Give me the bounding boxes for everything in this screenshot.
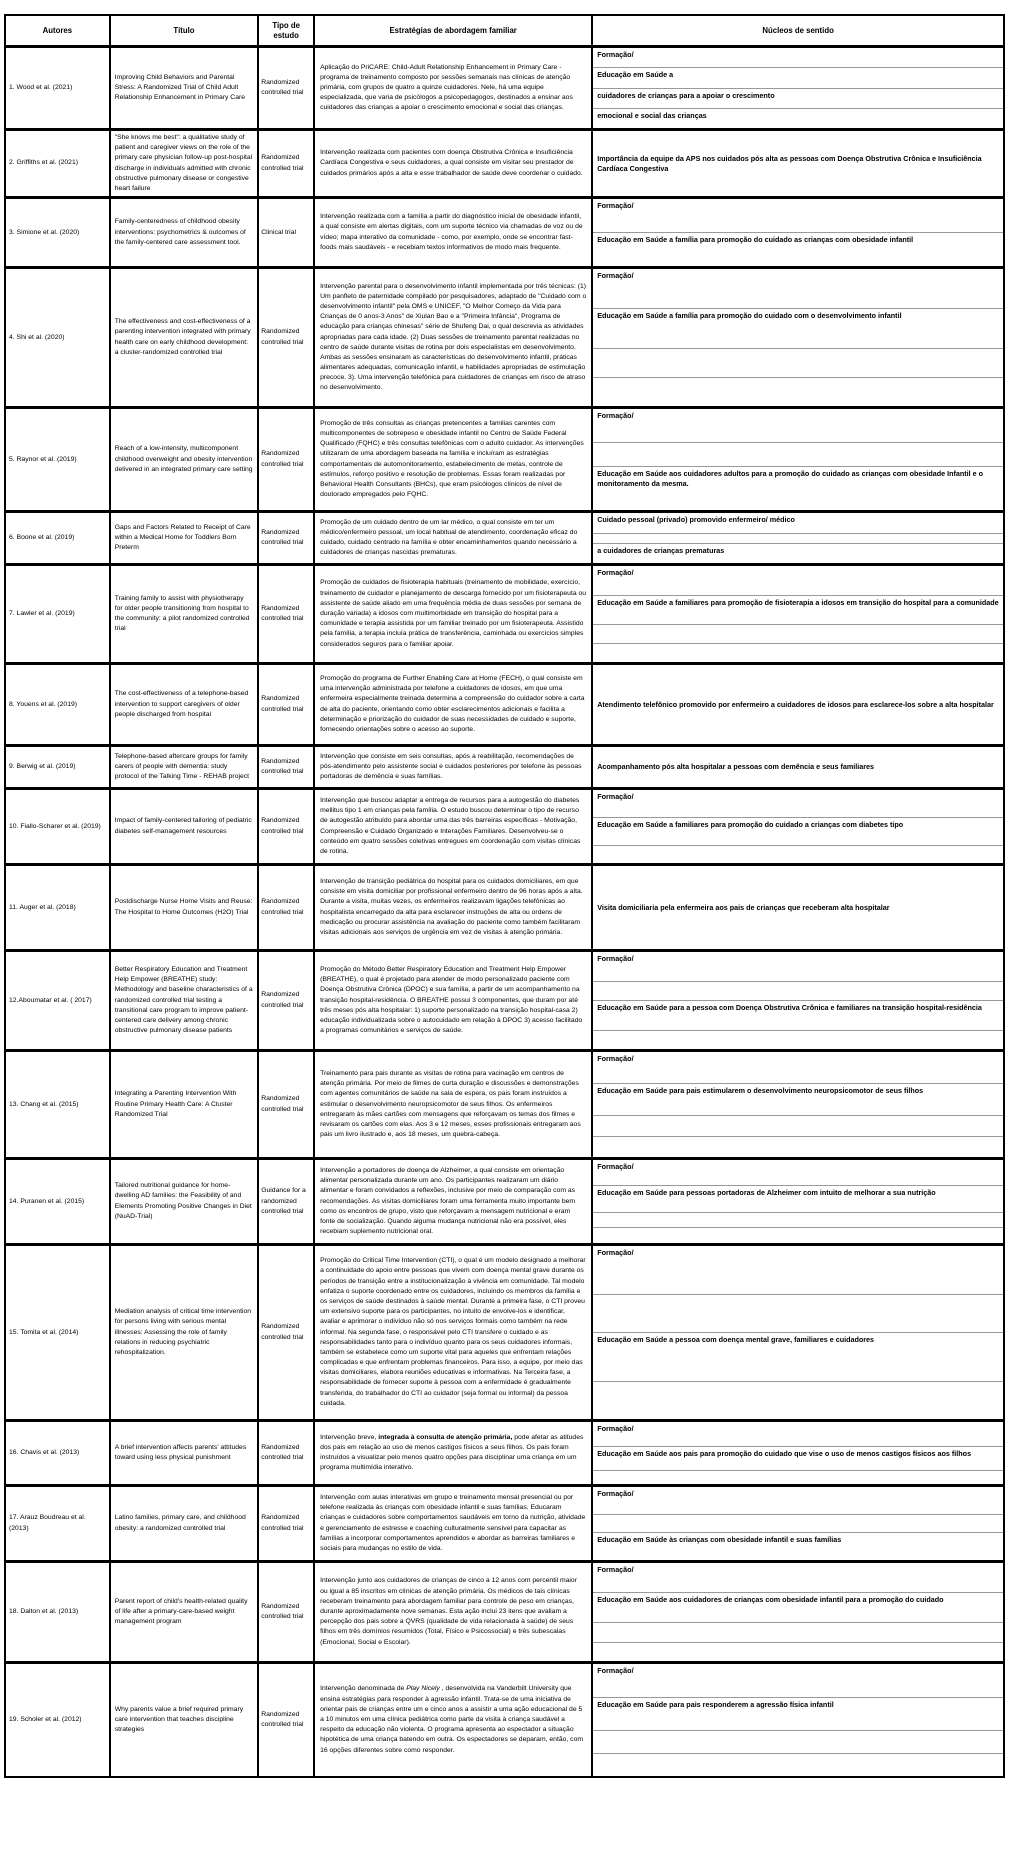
study-type-cell: Clinical trial	[261, 228, 296, 236]
meaning-core-line: Formação/	[593, 1664, 1003, 1697]
studies-table	[4, 14, 1005, 1778]
authors-cell: 17. Arauz Boudreau et al. (2013)	[9, 1514, 86, 1532]
title-cell: Mediation analysis of critical time intervention for persons living with serious mental illnesses: Assessing the role of family relations in reducing psychiatric rehospitalization.	[114, 1308, 252, 1356]
meaning-core-line	[593, 1382, 1003, 1419]
title-cell: "She knows me best": a qualitative study of patient and caregiver views on the role of the primary care physician follow-up post-hospital discharge in individuals admitted with chronic obstructive pulmonary disease or congestive heart failure	[114, 134, 253, 192]
strategies-cell: Intervenção que consiste em seis consultas, após a reabilitação, recomendações de pós-atendimento pelo assistente social e cuidados posteriores por telefone às pessoas portadoras de demência e suas famílias.	[320, 752, 582, 781]
table-body	[6, 45, 1003, 1776]
meaning-core-line	[593, 1116, 1003, 1137]
table-row	[6, 949, 1003, 1049]
meaning-core-line: Visita domiciliaria pela enfermeira aos pais de crianças que receberam alta hospitalar	[597, 902, 890, 912]
meaning-core-line	[593, 1137, 1003, 1157]
authors-cell: 16. Chavis et al. (2013)	[9, 1449, 80, 1457]
study-type-cell: Randomized controlled trial	[261, 695, 304, 713]
meaning-core-line	[593, 1031, 1003, 1049]
meaning-core-line: Formação/	[593, 1422, 1003, 1446]
title-cell: A brief intervention affects parents' attitudes toward using less physical punishment	[114, 1443, 247, 1462]
title-cell: Impact of family-centered tailoring of pediatric diabetes self-management resources	[114, 817, 252, 835]
title-cell: Training family to assist with physiotherapy for older people transitioning from hospital to the community: a pilot randomized controlled trial	[114, 594, 250, 633]
table-row	[6, 1661, 1003, 1776]
meaning-core-line: Educação em Saúde a familiares para promoção do cuidado a crianças com diabetes tipo	[593, 818, 1003, 846]
meaning-core-line: Educação em Saúde a família para promoção do cuidado com o desenvolvimento infantil	[593, 309, 1003, 349]
strategies-cell: Promoção do Método Better Respiratory Education and Treatment Help Empower (BREATHE), o qual é projetado para atender de modo personalizado paciente com Doença Obstrutiva Crônica (DPOC) e sua família, a partir de um acompanhamento na transição hospital-residência. O BREATHE possui 3 componentes, que duram por até três meses pós alta hospitalar: 1) suporte personalizado na transição hospital-casa 2) educação individualizada sobre o autocuidado em relação à DPOC 3) acesso facilitado a programas comunitários e serviços de saúde.	[320, 965, 583, 1035]
column-header-tipo-estudo: Tipo de estudo	[257, 16, 313, 45]
meaning-core-line: Formação/	[593, 1160, 1003, 1186]
meaning-core-line: Educação em Saúde aos cuidadores adultos para a promoção do cuidado as crianças com obesidade Infantil e o monitoramento da mesma.	[597, 468, 984, 489]
meaning-cores-cell	[591, 866, 1003, 949]
authors-cell: 1. Wood et al. (2021)	[9, 83, 73, 91]
meaning-core-line: Formação/	[593, 269, 1003, 309]
table-row	[6, 1484, 1003, 1560]
meaning-core-line: a cuidadores de crianças prematuras	[597, 545, 725, 555]
study-type-cell: Randomized controlled trial	[261, 991, 304, 1009]
study-type-cell: Randomized controlled trial	[261, 1443, 304, 1462]
authors-cell: 2. Griffiths et al. (2021)	[9, 159, 79, 167]
meaning-core-line: Educação em Saúde para a pessoa com Doença Obstrutiva Crônica e familiares na transição hospital-residência	[593, 1001, 1003, 1031]
meaning-core-line	[593, 1515, 1003, 1533]
meaning-core-line: Formação/	[593, 1052, 1003, 1084]
title-cell: Tailored nutritional guidance for home-dwelling AD families: the Feasibility of and Elements Promoting Positive Changes in Diet (NuAD-Trial)	[114, 1182, 252, 1220]
meaning-core-line	[593, 982, 1003, 1001]
strategies-cell: Promoção do Critical Time Intervention (CTI), o qual é um modelo designado a melhorar a continuidade do apoio entre pessoas que vivem com doença mental grave durante os períodos de transição entre a institucionalização à vivência em comunidade. Tal modelo enfatiza o suporte coordenado entre os cuidadores, incluindo os membros da família e os serviços de saúde destinados à saúde mental. Durante a primeira fase, o CTI proveu um extensivo suporte para os participantes, no intuito de envolve-los e identificar, avaliar e aprimorar o indivíduo não só nos serviços formais como também na rede informal. Na segunda fase, o responsável pelo CTI transfere o cuidado e as responsabilidades tanto para o indivíduo quanto para os seus cuidadores informais, também se estabelece como um suporte vital para aqueles que enfrentam relações complicadas e que enfrentam problemas financeiros. Para isso, a equipe, por meio das visitas domiciliares, elabora reuniões educativas e informativas. Na Terceira fase, a responsabilidade de fornecer suporte à pessoa com a enfermidade é gradualmente transferida, do trabalhador do CTI ao cuidador (seja formal ou informal) da pessoa cuidada.	[320, 1257, 586, 1407]
study-type-cell: Randomized controlled trial	[261, 1095, 304, 1113]
authors-cell: 7. Lawler et al. (2019)	[9, 610, 75, 618]
meaning-core-line: Formação/	[593, 952, 1003, 982]
study-type-cell: Randomized controlled trial	[261, 757, 304, 776]
meaning-core-line: Educação em Saúde para pessoas portadoras de Alzheimer com intuito de melhorar a sua nutrição	[593, 1186, 1003, 1212]
meaning-cores-cell	[591, 1422, 1003, 1484]
title-cell: Improving Child Behaviors and Parental Stress: A Randomized Trial of Child Adult Relationship Enhancement in Primary Care	[114, 73, 246, 102]
meaning-core-line	[593, 1228, 1003, 1243]
meaning-cores-cell	[591, 665, 1003, 744]
strategies-cell: Intervenção realizada com pacientes com doença Obstrutiva Crônica e Insuficiência Cardíaca Congestiva e seus cuidadores, a qual consiste em visitar seu prestador de cuidados primários após a alta e esse trabalhador de saúde deve coordenar o cuidado.	[320, 149, 583, 177]
meaning-cores-cell	[591, 1563, 1003, 1661]
meaning-cores-cell	[591, 790, 1003, 863]
authors-cell: 11. Auger et al. (2018)	[9, 903, 76, 911]
column-header-estrategias: Estratégias de abordagem familiar	[313, 16, 591, 45]
strategies-cell: Intervenção que buscou adaptar a entrega de recursos para a autogestão do diabetes mellitus tipo 1 em crianças pela família. O estudo buscou determinar o tipo de recurso de autogestão atribuído para abordar uma das três barreiras específicas - Motivação, Compreensão e Cuidado Organizado e Interações Familiares. Desenvolveu-se o conteúdo em quatro sessões coletivas entregues em coordenação com visitas clínicas de rotina.	[320, 797, 581, 855]
meaning-core-line	[593, 534, 1003, 544]
column-header-titulo: Título	[109, 16, 258, 45]
authors-cell: 12.Aboumatar et al. ( 2017)	[9, 996, 92, 1004]
study-type-cell: Randomized controlled trial	[261, 154, 304, 172]
meaning-cores-cell	[591, 48, 1003, 128]
strategies-cell: Promoção de três consultas as crianças pretencentes a familias carentes com multicomponentes de sobrepeso e obesidade infantil no Centro de Saúde Federal Qualificado (FQHC) e três consultas telefônicas com o adulto cuidador. As intervenções utilizaram de uma abordagem baseada na família e incluíram as estratégias comportamentais de automonitoramento, estabelecimento de metas, controle de estímulos, reforço positivo e resolução de problemas. Essas foram realizadas por Behavioral Health Consultants (BHCs), que eram psicólogos clínicos de nível de doutorado empregados pelo FQHC.	[320, 419, 584, 499]
meaning-core-line	[593, 1471, 1003, 1484]
authors-cell: 8. Youens et al. (2019)	[9, 700, 78, 708]
meaning-core-line: Formação/	[593, 409, 1003, 443]
meaning-core-line: Formação/	[593, 1246, 1003, 1295]
study-type-cell: Randomized controlled trial	[261, 898, 304, 916]
authors-cell: 19. Scholer et al. (2012)	[9, 1716, 82, 1724]
meaning-cores-cell	[591, 1664, 1003, 1776]
meaning-cores-cell	[591, 513, 1003, 563]
authors-cell: 4. Shi et al. (2020)	[9, 333, 65, 341]
meaning-cores-cell	[591, 409, 1003, 510]
study-type-cell: Randomized controlled trial	[261, 1602, 304, 1621]
table-row	[6, 744, 1003, 787]
table-row	[6, 563, 1003, 662]
table-row	[6, 196, 1003, 266]
table-row	[6, 787, 1003, 863]
title-cell: Latino families, primary care, and childhood obesity: a randomized controlled trial	[114, 1514, 246, 1532]
authors-cell: 9. Berwig et al. (2019)	[9, 763, 76, 771]
strategies-cell: Intervenção realizada com a família a partir do diagnóstico inicial de obesidade infantil, a qual consiste em alertas digitais, com um suporte técnico via chamadas de voz ou de vídeo; mapa interativo da comunidade - como, por exemplo, onde se encontrar fast-foods mais saudáveis - e recebiam textos informativos de modo mais frequente.	[320, 213, 583, 251]
authors-cell: 5. Raynor et al. (2019)	[9, 455, 77, 463]
meaning-core-line: Educação em Saúde a familiares para promoção de fisioterapia a idosos em transição do hospital para a comunidade	[593, 596, 1003, 625]
strategies-cell: Aplicação do PriCARE: Child-Adult Relationship Enhancement in Primary Care - programa de treinamento composto por sessões semanais nas clínicas de atenção primária, com grupos de quatro a quinze cuidadores. Nele, há uma equipe especializada, que varia de psicólogos a psicopedagogos, destinados a ensinar aos cuidadores das crianças a apoiar o crescimento emocional e social das crianças.	[320, 63, 573, 112]
authors-cell: 10. Fiallo-Scharer et al. (2019)	[9, 822, 101, 830]
column-header-nucleos: Núcleos de sentido	[591, 16, 1003, 45]
table-row	[6, 1560, 1003, 1661]
study-type-cell: Randomized controlled trial	[261, 1710, 304, 1729]
study-type-cell: Randomized controlled trial	[261, 78, 304, 96]
meaning-cores-cell	[591, 1246, 1003, 1419]
meaning-core-line	[593, 644, 1003, 662]
meaning-core-line	[593, 1643, 1003, 1662]
meaning-core-line	[593, 846, 1003, 863]
meaning-core-line: Formação/	[593, 199, 1003, 233]
meaning-cores-cell	[591, 952, 1003, 1049]
meaning-core-line: emocional e social das crianças	[597, 110, 707, 120]
study-type-cell: Randomized controlled trial	[261, 817, 304, 835]
meaning-cores-cell	[591, 269, 1003, 406]
strategies-cell: Promoção do programa de Further Enabling Care at Home (FECH), o qual consiste em uma intervenção administrada por telefone a cuidadores de idosos, em que uma enfermeira especialmente treinada determina a compreensão do cuidador sobre a carta de alta do paciente, orientando como obter esclarecimentos adicionais e facilita a determinação e priorização do cuidador de suas necessidades de cuidado e suporte, fornecendo orientações sobre o acesso ao suporte.	[320, 675, 585, 733]
table-row	[6, 266, 1003, 406]
meaning-core-line: Educação em Saúde aos pais para promoção do cuidado que vise o uso de menos castigos físicos aos filhos	[593, 1447, 1003, 1471]
meaning-core-line: Educação em Saúde a pessoa com doença mental grave, familiares e cuidadores	[593, 1333, 1003, 1382]
study-type-cell: Guidance for a randomized controlled trial	[261, 1187, 306, 1215]
strategies-cell: Treinamento para pais durante as visitas de rotina para vacinação em centros de atenção primária. Por meio de filmes de curta duração e discussões e demonstrações com agentes comunitários de saúde na sala de espera, os pais foram instruídos a estimular o desenvolvimento neuropsicomotor de seus filhos. Os enfermeiros entregaram às mães cartões com mensagens que reforçavam os temas dos filmes e revisaram os cartões com elas. Aos 3 e 12 meses, esses profissionais entregaram aos pais um livro ilustrado e, aos 18 meses, um quebra-cabeça.	[320, 1069, 581, 1139]
title-cell: Why parents value a brief required primary care intervention that teaches discipline strategies	[114, 1705, 244, 1734]
study-type-cell: Randomized controlled trial	[261, 604, 304, 623]
title-cell: Integrating a Parenting Intervention With Routine Primary Health Care: A Cluster Randomized Trial	[114, 1090, 237, 1118]
authors-cell: 18. Dalton et al. (2013)	[9, 1608, 79, 1616]
meaning-core-line: Formação/	[593, 48, 1003, 68]
title-cell: Gaps and Factors Related to Receipt of Care within a Medical Home for Toddlers Born Preterm	[114, 523, 251, 552]
authors-cell: 13. Chang et al. (2015)	[9, 1100, 79, 1108]
strategies-cell: Intervenção breve, integrada à consulta de atenção primária, pode afetar as atitudes dos pais em relação ao uso de menos castigos físicos a seus filhos. Os pais foram instruídos a visualizar pelo menos quatro opções para disciplinar uma criança em um programa multimídia interativo.	[320, 1433, 584, 1472]
table-row	[6, 1157, 1003, 1243]
strategies-cell: Intervenção parental para o desenvolvimento infantil implementada por três técnicas: (1) Um panfleto de paternidade compilado por pesquisadores, adaptado de "Cuidado com o desenvolvimento infantil" pela OMS e UNICEF, "O Melhor Começo da Vida para Crianças de 0 anos-3 Anos" de Xiulan Bao e a "Primeira Infância", Programa de educação para crianças chinesas" série de Shufeng Dai, o qual descrevia as atividades apropriadas para cada idade. (2) Duas sessões de treinamento parental realizadas no centro de saúde durante visitas de rotina por dois especialistas em desenvolvimento. Ambas as sessões ensinaram as características do desenvolvimento infantil, práticas alimentares adequadas, comunicação infantil, e habilidades apropriadas de estimulação precoce. 3). Uma intervenção telefônica para cuidadores de crianças em risco de atraso no desenvolvimento.	[320, 282, 587, 392]
meaning-core-line	[593, 1754, 1003, 1776]
table-row	[6, 510, 1003, 563]
study-type-cell: Randomized controlled trial	[261, 528, 304, 547]
table-row	[6, 128, 1003, 196]
meaning-core-line: Formação/	[593, 1563, 1003, 1593]
meaning-core-line: Importância da equipe da APS nos cuidados pós alta as pessoas com Doença Obstrutiva Crônica e Insuficiência Cardíaca Congestiva	[597, 153, 982, 174]
table-header-row	[6, 16, 1003, 45]
table-row	[6, 45, 1003, 128]
meaning-cores-cell	[591, 1052, 1003, 1157]
meaning-cores-cell	[591, 747, 1003, 787]
meaning-core-line: Atendimento telefônico promovido por enfermeiro a cuidadores de idosos para esclarece-los sobre a alta hospitalar	[597, 699, 994, 709]
meaning-cores-cell	[591, 1160, 1003, 1243]
table-row	[6, 1243, 1003, 1419]
meaning-core-line: cuidadores de crianças para a apoiar o crescimento	[593, 89, 1003, 109]
meaning-core-line: Formação/	[593, 790, 1003, 818]
title-cell: The cost-effectiveness of a telephone-based intervention to support caregivers of older people discharged from hospital	[114, 690, 249, 718]
meaning-core-line	[593, 378, 1003, 406]
title-cell: Telephone-based aftercare groups for family carers of people with dementia: study protocol of the Talking Time - REHAB project	[114, 752, 250, 781]
meaning-core-line: Cuidado pessoal (privado) promovido enfermeiro/ médico	[593, 513, 1003, 533]
title-cell: Reach of a low-intensity, multicomponent childhood overweight and obesity intervention delivered in an integrated primary care setting	[114, 445, 253, 473]
title-cell: The effectiveness and cost-effectiveness of a parenting intervention integrated with primary health care on early childhood development: a cluster-randomized controlled trial	[114, 318, 251, 356]
meaning-core-line: Educação em Saúde a família para promoção do cuidado as crianças com obesidade infantil	[597, 235, 914, 245]
meaning-core-line	[593, 1295, 1003, 1333]
authors-cell: 3. Simione et al. (2020)	[9, 228, 80, 236]
meaning-cores-cell	[591, 566, 1003, 662]
strategies-cell: Intervenção denominada de Play Nicely , desenvolvida na Vanderbilt University que ensina estratégias para responder à agressão infantil. Trata-se de uma iniciativa de orientar pais de crianças entre um e cinco anos a assistir a uma ação educacional de 5 a 10 minutos em uma clínica pediátrica como parte da visita à criança saudável a respeito da educação não violenta. O programa apresenta ao espectador a situação hipotética de uma criança batendo em outra. Os espectadores se deparam, então, com 16 opções diferentes sobre como responder.	[320, 1685, 584, 1754]
table-row	[6, 863, 1003, 949]
meaning-core-line	[593, 1623, 1003, 1643]
meaning-core-line: Acompanhamento pós alta hospitalar a pessoas com demência e seus familiares	[597, 762, 875, 772]
authors-cell: 6. Boone et al. (2019)	[9, 534, 75, 542]
meaning-core-line: Educação em Saúde aos cuidadores de crianças com obesidade infantil para a promoção do cuidado	[593, 1593, 1003, 1623]
table-row	[6, 662, 1003, 744]
meaning-core-line	[593, 349, 1003, 378]
strategies-cell: Intervenção junto aos cuidadores de crianças de cinco a 12 anos com percentil maior ou igual a 85 inscritos em clínicas de atenção primária. Os médicos de tais clínicas receberam treinamento para abordagem familiar para controle de peso em crianças, durante aproximadamente nove semanas. Esta ação inclui 23 itens que avaliam a percepção dos pais sobre a QVRS (qualidade de vida relacionada à saúde) de seus filhos em três domínios resumidos (Total, Físico e Psicossocial) e três subescalas (Emocional, Social e Escolar).	[320, 1577, 577, 1646]
title-cell: Postdischarge Nurse Home Visits and Reuse: The Hospital to Home Outcomes (H2O) Trial	[114, 898, 253, 916]
strategies-cell: Intervenção de transição pediátrica do hospital para os cuidados domiciliares, em que consiste em visita domiciliar por profissional enfermeiro dentro de 96 horas após a alta. Durante a visita, muitas vezes, os enfermeiros realizavam ligações telefônicas ao hospitalista encarregado da alta para esclarecer instruções de alta ou ordens de medicação ou procurar assistência na avaliação do paciente como também facilitaram visitas adicionais aos serviços de urgência em vez de visitas à atenção primária.	[320, 878, 583, 936]
study-type-cell: Randomized controlled trial	[261, 328, 304, 346]
table-row	[6, 1049, 1003, 1157]
table-row	[6, 406, 1003, 510]
study-type-cell: Randomized controlled trial	[261, 1514, 304, 1532]
meaning-core-line	[593, 443, 1003, 467]
meaning-core-line	[593, 1213, 1003, 1229]
strategies-cell: Intervenção a portadores de doença de Alzheimer, a qual consiste em orientação alimentar personalizada durante um ano. Os participantes realizaram um diário alimentar e foram convidados a reflexões, inclusive por meio de comparação com as recomendações. As visitas domiciliares foram uma ferramenta muito importante bem como os encontros de grupo, visto que reforçavam a mensagem nutricional e eram fonte de socialização. Quando alguma mudança nutricional não era possível, eles recebiam suplemento nutricional oral.	[320, 1166, 576, 1236]
meaning-core-line: Educação em Saúde para pais estimularem o desenvolvimento neuropsicomotor de seus filhos	[593, 1084, 1003, 1116]
authors-cell: 15. Tomita et al. (2014)	[9, 1328, 79, 1336]
column-header-autores: Autores	[42, 25, 73, 35]
meaning-core-line: Educação em Saúde para pais responderem a agressão física infantil	[593, 1698, 1003, 1731]
meaning-cores-cell	[591, 1487, 1003, 1560]
strategies-cell: Promoção de um cuidado dentro de um lar médico, o qual consiste em ter um médico/enfermeiro pessoal, um local habitual de atendimento, coordenação eficaz do cuidado, cuidado centrado na família e obter encaminhamentos quando necessário a cuidadores de crianças nascidas prematuras.	[320, 518, 578, 557]
title-cell: Better Respiratory Education and Treatment Help Empower (BREATHE) study: Methodology and baseline characteristics of a randomized controlled trial testing a transitional care program to improve patient-centered care delivery among chronic obstructive pulmonary disease patients	[114, 965, 253, 1035]
meaning-cores-cell	[591, 199, 1003, 266]
title-cell: Parent report of child's health-related quality of life after a primary-care-based weight management program	[114, 1597, 248, 1626]
meaning-core-line	[593, 625, 1003, 644]
strategies-cell: Promoção de cuidados de fisioterapia habituais (treinamento de mobilidade, exercício, treinamento de cuidador e planejamento de descarga fornecido por um fisioterapeuta ou assistente de saúde aliado em uma frequência média de duas sessões por semana de duração variada) a idosos com multimorbidade em transição do hospital para a comunidade e terapia assistida por um familiar treinado por um fisioterapeuta. Assistido pela família, a terapia incluía prática de transferência, caminhada ou exercícios simples considerados seguros para o familiar apoiar.	[320, 579, 587, 648]
meaning-core-line: Formação/	[593, 566, 1003, 595]
study-type-cell: Randomized controlled trial	[261, 450, 304, 468]
meaning-core-line: Educação em Saúde às crianças com obesidade infantil e suas famílias	[597, 1534, 842, 1544]
table-row	[6, 1419, 1003, 1484]
meaning-cores-cell	[591, 131, 1003, 196]
authors-cell: 14. Puranen et al. (2015)	[9, 1197, 85, 1205]
strategies-cell: Intervenção com aulas interativas em grupo e treinamento mensal presencial ou por telefone realizada às crianças com obesidade infantil e suas famílias. Educaram crianças e cuidadores sobre comportamentos saudáveis em torno da nutrição, atividade e gerenciamento de estresse e coaching culturalmente sensível para capacitar as famílias a incorporar comportamentos aprendidos e abordar as barreiras familiares e sociais para mudanças no estilo de vida.	[320, 1494, 586, 1552]
meaning-core-line	[593, 1731, 1003, 1754]
meaning-core-line: Formação/	[593, 1487, 1003, 1515]
meaning-core-line: Educação em Saúde a	[593, 68, 1003, 88]
title-cell: Family-centeredness of childhood obesity interventions: psychometrics & outcomes of the family-centered care assessment tool.	[114, 218, 246, 246]
study-type-cell: Randomized controlled trial	[261, 1323, 304, 1341]
